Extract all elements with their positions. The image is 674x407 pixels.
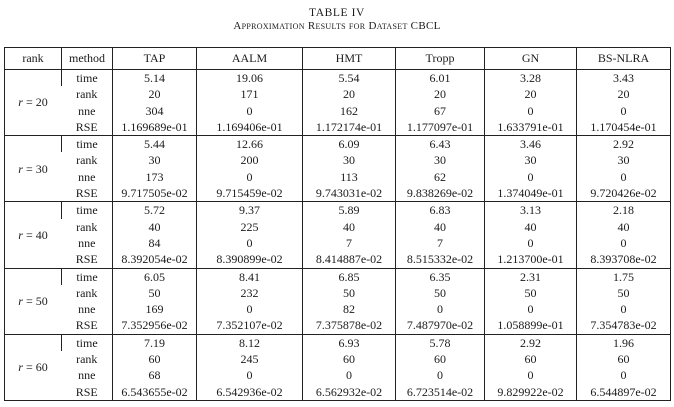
header-tropp: Tropp — [396, 48, 485, 70]
rank-value: = 50 — [25, 294, 48, 308]
value-cell: 6.93 — [303, 334, 396, 351]
value-cell: 9.720426e-02 — [577, 185, 671, 202]
metric-label: RSE — [75, 186, 98, 201]
value-cell: 1.177097e-01 — [396, 119, 485, 136]
value-cell: 162 — [303, 103, 396, 119]
table-row — [5, 219, 671, 235]
value-cell: 8.390899e-02 — [197, 251, 303, 268]
table-row — [5, 301, 671, 317]
results-table — [4, 47, 671, 401]
metric-label: time — [62, 334, 113, 351]
metric-label: rank — [76, 352, 98, 367]
value-cell: 40 — [577, 219, 671, 235]
value-cell: 0 — [197, 367, 303, 383]
value-cell: 3.43 — [577, 70, 671, 87]
value-cell: 7.487970e-02 — [396, 317, 485, 334]
value-cell: 1.058899e-01 — [485, 317, 577, 334]
value-cell: 0 — [485, 235, 577, 251]
value-cell: 2.18 — [577, 202, 671, 219]
value-cell: 9.717505e-02 — [113, 185, 197, 202]
value-cell: 6.543655e-02 — [113, 384, 197, 401]
value-cell: 62 — [396, 169, 485, 185]
value-cell: 232 — [197, 285, 303, 301]
table-row — [5, 384, 671, 401]
value-cell: 60 — [113, 351, 197, 367]
rank-value: = 60 — [25, 360, 48, 375]
rank-group-label — [5, 202, 62, 268]
header-hmt: HMT — [303, 48, 396, 70]
value-cell: 0 — [197, 235, 303, 251]
value-cell: 8.515332e-02 — [396, 251, 485, 268]
value-cell: 0 — [485, 301, 577, 317]
table-row — [5, 119, 671, 136]
header-gn: GN — [485, 48, 577, 70]
value-cell: 5.72 — [113, 202, 197, 219]
value-cell: 60 — [577, 351, 671, 367]
metric-label: time — [62, 202, 113, 219]
value-cell: 169 — [113, 301, 197, 317]
value-cell: 60 — [396, 351, 485, 367]
value-cell: 0 — [396, 301, 485, 317]
value-cell: 8.41 — [197, 268, 303, 285]
value-cell: 0 — [485, 169, 577, 185]
rank-symbol: r — [18, 294, 23, 308]
rank-symbol: r — [18, 161, 23, 176]
value-cell: 40 — [485, 219, 577, 235]
metric-label: RSE — [75, 384, 98, 399]
value-cell: 20 — [485, 86, 577, 102]
metric-label: time — [62, 268, 113, 285]
value-cell: 60 — [303, 351, 396, 367]
rank-value: = 40 — [25, 227, 48, 242]
rank-symbol: r — [18, 360, 23, 375]
value-cell: 173 — [113, 169, 197, 185]
metric-label: RSE — [75, 119, 98, 134]
rank-group — [5, 136, 671, 202]
value-cell: 171 — [197, 86, 303, 102]
value-cell: 0 — [577, 169, 671, 185]
value-cell: 8.393708e-02 — [577, 251, 671, 268]
table-row — [5, 285, 671, 301]
value-cell: 0 — [396, 367, 485, 383]
table-row — [5, 136, 671, 153]
metric-label: rank — [76, 153, 98, 168]
metric-label: RSE — [75, 252, 98, 267]
value-cell: 1.374049e-01 — [485, 185, 577, 202]
value-cell: 6.43 — [396, 136, 485, 153]
value-cell: 50 — [303, 285, 396, 301]
rank-group — [5, 202, 671, 268]
value-cell: 7 — [303, 235, 396, 251]
value-cell: 7 — [396, 235, 485, 251]
value-cell: 0 — [303, 367, 396, 383]
value-cell: 2.92 — [485, 334, 577, 351]
value-cell: 6.05 — [113, 268, 197, 285]
value-cell: 20 — [303, 86, 396, 102]
table-row — [5, 317, 671, 334]
table-row — [5, 235, 671, 251]
value-cell: 3.46 — [485, 136, 577, 153]
value-cell: 6.35 — [396, 268, 485, 285]
value-cell: 50 — [396, 285, 485, 301]
metric-label: nne — [78, 235, 96, 250]
value-cell: 30 — [303, 152, 396, 168]
value-cell: 304 — [113, 103, 197, 119]
value-cell: 6.01 — [396, 70, 485, 87]
value-cell: 7.354783e-02 — [577, 317, 671, 334]
value-cell: 9.829922e-02 — [485, 384, 577, 401]
value-cell: 40 — [113, 219, 197, 235]
value-cell: 0 — [485, 103, 577, 119]
value-cell: 6.85 — [303, 268, 396, 285]
value-cell: 7.352107e-02 — [197, 317, 303, 334]
value-cell: 0 — [197, 169, 303, 185]
value-cell: 5.78 — [396, 334, 485, 351]
value-cell: 8.12 — [197, 334, 303, 351]
table-row — [5, 185, 671, 202]
value-cell: 20 — [577, 86, 671, 102]
table-row — [5, 152, 671, 168]
table-row — [5, 86, 671, 102]
value-cell: 200 — [197, 152, 303, 168]
value-cell: 1.172174e-01 — [303, 119, 396, 136]
value-cell: 0 — [577, 301, 671, 317]
metric-label: time — [62, 136, 113, 153]
value-cell: 6.542936e-02 — [197, 384, 303, 401]
value-cell: 60 — [485, 351, 577, 367]
value-cell: 2.31 — [485, 268, 577, 285]
value-cell: 0 — [577, 367, 671, 383]
value-cell: 6.83 — [396, 202, 485, 219]
value-cell: 50 — [485, 285, 577, 301]
table-caption — [0, 7, 674, 33]
value-cell: 7.352956e-02 — [113, 317, 197, 334]
value-cell: 9.743031e-02 — [303, 185, 396, 202]
header-row — [5, 48, 671, 70]
value-cell: 113 — [303, 169, 396, 185]
metric-label: rank — [76, 285, 98, 300]
table-row — [5, 367, 671, 383]
value-cell: 1.633791e-01 — [485, 119, 577, 136]
value-cell: 0 — [577, 235, 671, 251]
value-cell: 0 — [197, 103, 303, 119]
rank-value: = 30 — [25, 161, 48, 176]
value-cell: 68 — [113, 367, 197, 383]
value-cell: 245 — [197, 351, 303, 367]
metric-label: time — [62, 70, 113, 87]
value-cell: 1.170454e-01 — [577, 119, 671, 136]
table-number: TABLE IV — [309, 7, 365, 19]
table-row — [5, 103, 671, 119]
header-method: method — [62, 48, 113, 70]
value-cell: 6.544897e-02 — [577, 384, 671, 401]
rank-symbol: r — [18, 95, 23, 110]
value-cell: 1.75 — [577, 268, 671, 285]
metric-label: nne — [78, 103, 96, 118]
table-row — [5, 169, 671, 185]
value-cell: 50 — [113, 285, 197, 301]
value-cell: 225 — [197, 219, 303, 235]
value-cell: 0 — [485, 367, 577, 383]
value-cell: 40 — [303, 219, 396, 235]
value-cell: 5.14 — [113, 70, 197, 87]
metric-label: RSE — [75, 318, 98, 333]
table-row — [5, 268, 671, 285]
value-cell: 30 — [577, 152, 671, 168]
value-cell: 5.54 — [303, 70, 396, 87]
value-cell: 1.169406e-01 — [197, 119, 303, 136]
header-aalm: AALM — [197, 48, 303, 70]
header-tap: TAP — [113, 48, 197, 70]
value-cell: 9.37 — [197, 202, 303, 219]
rank-symbol: r — [18, 227, 23, 242]
value-cell: 12.66 — [197, 136, 303, 153]
table-row — [5, 351, 671, 367]
rank-group-label — [5, 70, 62, 136]
value-cell: 3.13 — [485, 202, 577, 219]
value-cell: 1.213700e-01 — [485, 251, 577, 268]
value-cell: 2.92 — [577, 136, 671, 153]
metric-label: rank — [76, 87, 98, 102]
metric-label: rank — [76, 219, 98, 234]
rank-group-label — [5, 268, 62, 334]
header-bs-nlra: BS-NLRA — [577, 48, 671, 70]
value-cell: 50 — [577, 285, 671, 301]
table-title: Approximation Results for Dataset CBCL — [233, 20, 441, 32]
rank-value: = 20 — [25, 95, 48, 110]
value-cell: 6.562932e-02 — [303, 384, 396, 401]
value-cell: 9.715459e-02 — [197, 185, 303, 202]
table-row — [5, 202, 671, 219]
metric-label: nne — [78, 169, 96, 184]
value-cell: 5.44 — [113, 136, 197, 153]
value-cell: 1.96 — [577, 334, 671, 351]
value-cell: 30 — [485, 152, 577, 168]
value-cell: 8.392054e-02 — [113, 251, 197, 268]
value-cell: 40 — [396, 219, 485, 235]
value-cell: 84 — [113, 235, 197, 251]
table-row — [5, 70, 671, 87]
value-cell: 20 — [396, 86, 485, 102]
rank-group — [5, 268, 671, 334]
value-cell: 6.723514e-02 — [396, 384, 485, 401]
value-cell: 0 — [197, 301, 303, 317]
value-cell: 3.28 — [485, 70, 577, 87]
value-cell: 9.838269e-02 — [396, 185, 485, 202]
table-row — [5, 251, 671, 268]
value-cell: 67 — [396, 103, 485, 119]
header-rank: rank — [5, 48, 62, 70]
value-cell: 30 — [113, 152, 197, 168]
rank-group-label — [5, 334, 62, 400]
value-cell: 0 — [577, 103, 671, 119]
value-cell: 82 — [303, 301, 396, 317]
value-cell: 6.09 — [303, 136, 396, 153]
value-cell: 7.375878e-02 — [303, 317, 396, 334]
value-cell: 30 — [396, 152, 485, 168]
metric-label: nne — [78, 368, 96, 383]
table-row — [5, 334, 671, 351]
value-cell: 19.06 — [197, 70, 303, 87]
value-cell: 20 — [113, 86, 197, 102]
table-header — [5, 48, 671, 70]
metric-label: nne — [78, 302, 96, 317]
value-cell: 1.169689e-01 — [113, 119, 197, 136]
rank-group — [5, 334, 671, 400]
rank-group-label — [5, 136, 62, 202]
value-cell: 8.414887e-02 — [303, 251, 396, 268]
value-cell: 7.19 — [113, 334, 197, 351]
rank-group — [5, 70, 671, 136]
value-cell: 5.89 — [303, 202, 396, 219]
